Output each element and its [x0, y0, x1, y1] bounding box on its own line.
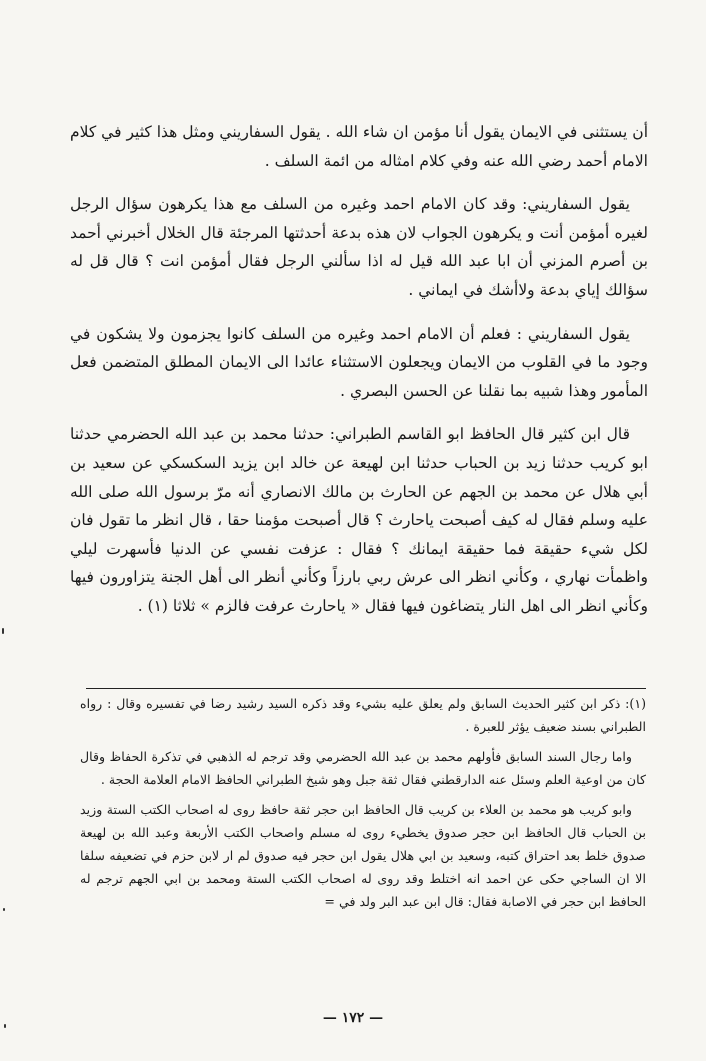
margin-speck — [3, 908, 5, 911]
paragraph: يقول السفاريني : فعلم أن الامام احمد وغيره من السلف كانوا يجزمون ولا يشكون في وجود ما في القلوب من الايمان ويجعلون الاستثناء عائدا الى الايمان المطلق المتضمن فعل المأمور وهذا شبيه بما نقلنا عن الحسن البصري . — [70, 324, 648, 400]
footnotes — [80, 692, 646, 920]
footnote: (١): ذكر ابن كثير الحديث السابق ولم يعلق عليه بشيء وقد ذكره السيد رشيد رضا في تفسيره وقال : رواه الطبراني بسند ضعيف يؤثر للعبرة . — [80, 696, 646, 734]
paragraph: يقول السفاريني: وقد كان الامام احمد وغيره من السلف مع هذا يكرهون سؤال الرجل لغيره أمؤمن أنت و يكرهون الجواب لان هذه بدعة أحدثتها المرجئة قال الخلال أخبرني أحمد بن أصرم المزني أن ابا عبد الله قيل له اذا سألني الرجل فقال أمؤمن انت ؟ قال قل له سؤالك إياي بدعة ولاأشك في ايماني . — [70, 195, 648, 299]
paragraph: قال ابن كثير قال الحافظ ابو القاسم الطبراني: حدثنا محمد بن عبد الله الحضرمي حدثنا ابو كريب حدثنا زيد بن الحباب حدثنا ابن لهيعة عن خالد ابن يزيد السكسكي عن سعيد بن أبي هلال عن محمد بن الجهم عن الحارث بن مالك الانصاري أنه مرّ برسول الله صلى الله عليه وسلم فقال له كيف أصبحت ياحارث ؟ قال أصبحت مؤمنا حقا ، قال انظر ما تقول فان لكل شيء حقيقة فما حقيقة ايمانك ؟ فقال : عزفت نفسي عن الدنيا فأسهرت ليلي واظمأت نهاري ، وكأني انظر الى عرش ربي بارزاً وكأني أنظر الى أهل الجنة يتزاورون فيها وكأني انظر الى اهل النار يتضاغون فيها فقال « ياحارث عرفت فالزم » ثلاثا (١) . — [70, 425, 648, 615]
footnote-separator — [86, 688, 646, 689]
paragraph: أن يستثنى في الايمان يقول أنا مؤمن ان شاء الله . يقول السفاريني ومثل هذا كثير في كلام الامام أحمد رضي الله عنه وفي كلام امثاله من ائمة السلف . — [70, 123, 648, 170]
margin-speck — [2, 628, 4, 634]
footnote: واما رجال السند السابق فأولهم محمد بن عبد الله الحضرمي وقد ترجم له الذهبي في تذكرة الحفاظ وقال كان من اوعية العلم وسئل عنه الدارقطني فقال ثقة جبل وهو شيخ الطبراني الحافظ الامام العلامة الحجة . — [80, 749, 646, 787]
page-number: — ١٧٢ — — [322, 1010, 384, 1026]
main-text — [70, 118, 648, 621]
footnote: وابو كريب هو محمد بن العلاء بن كريب قال الحافظ ابن حجر ثقة حافظ روى له اصحاب الكتب الستة وزيد بن الحباب قال الحافظ ابن حجر صدوق يخطيء روى له مسلم واصحاب الكتب الأربعة وعبد الله بن لهيعة صدوق خلط بعد احتراق كتبه، وسعيد بن ابي هلال يقول ابن حجر فيه صدوق لم ار لابن حزم في تضعيفه سلفا الا ان الساجي حكى عن احمد انه اختلط وقد روى له اصحاب الكتب الستة ومحمد بن ابي الجهم ترجم له الحافظ ابن حجر في الاصابة فقال: قال ابن عبد البر ولد في = — [80, 802, 646, 909]
margin-speck — [4, 1024, 6, 1028]
